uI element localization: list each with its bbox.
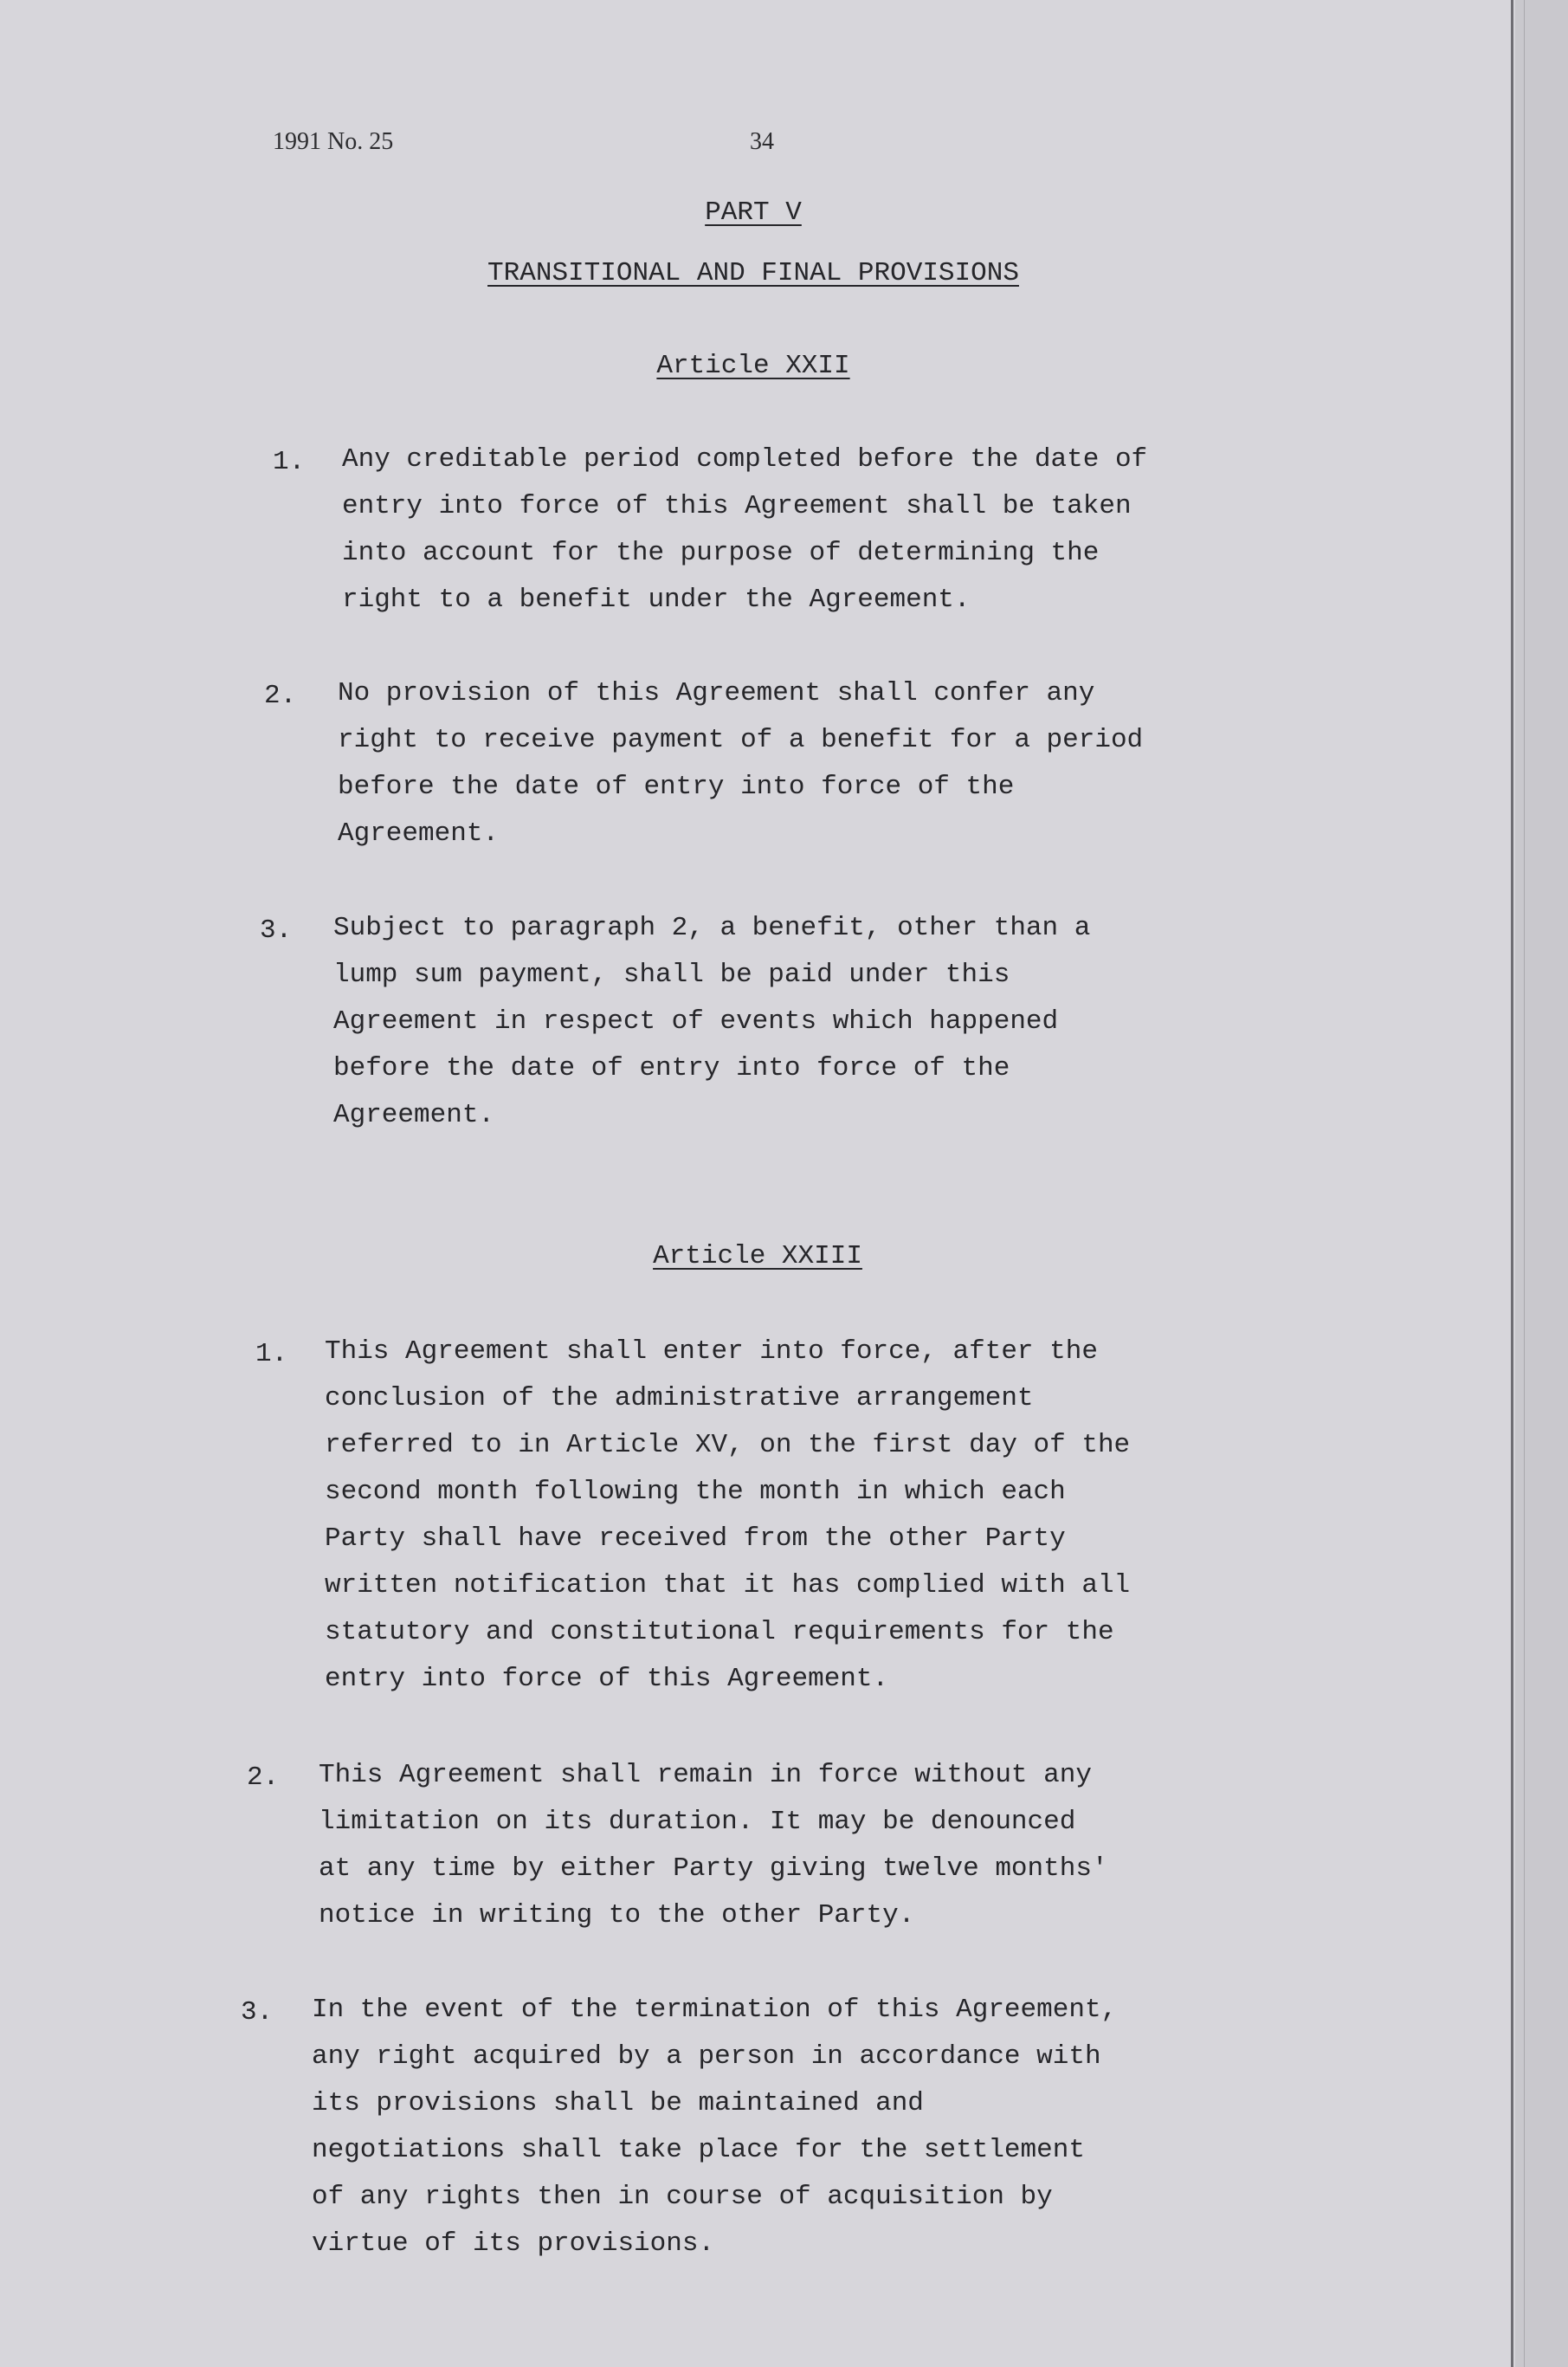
article-xxiii-para-2 bbox=[319, 1752, 1108, 1939]
text-line: of any rights then in course of acquisition by bbox=[312, 2182, 1053, 2212]
article-xxii-para-3-number: 3. bbox=[260, 915, 293, 946]
text-line: No provision of this Agreement shall confer any bbox=[338, 678, 1095, 708]
article-xxiii-para-1 bbox=[325, 1329, 1130, 1703]
text-line: any right acquired by a person in accordance with bbox=[312, 2041, 1101, 2072]
article-xxii-para-1 bbox=[342, 437, 1147, 624]
article-xxiii-para-3 bbox=[312, 1987, 1117, 2267]
page-fold-line bbox=[1511, 0, 1513, 2367]
article-xxiii-para-2-number: 2. bbox=[247, 1762, 280, 1793]
article-xxii-title: Article XXII bbox=[656, 351, 850, 381]
article-xxiii-para-1-number: 1. bbox=[255, 1339, 288, 1369]
text-line: written notification that it has complied with all bbox=[325, 1570, 1131, 1601]
text-line: negotiations shall take place for the settlement bbox=[312, 2135, 1085, 2165]
text-line: right to a benefit under the Agreement. bbox=[342, 585, 971, 615]
text-line: In the event of the termination of this Agreement, bbox=[312, 1995, 1118, 2025]
article-xxiii-para-3-number: 3. bbox=[241, 1997, 274, 2027]
text-line: right to receive payment of a benefit for a period bbox=[338, 725, 1144, 755]
text-line: Agreement in respect of events which happened bbox=[333, 1006, 1059, 1037]
text-line: its provisions shall be maintained and bbox=[312, 2088, 924, 2118]
text-line: Subject to paragraph 2, a benefit, other than a bbox=[333, 913, 1091, 943]
text-line: Any creditable period completed before the date of bbox=[342, 444, 1148, 475]
text-line: virtue of its provisions. bbox=[312, 2228, 715, 2259]
article-xxii-para-1-number: 1. bbox=[273, 447, 306, 477]
text-line: limitation on its duration. It may be denounced bbox=[319, 1807, 1076, 1837]
text-line: statutory and constitutional requirements for the bbox=[325, 1617, 1114, 1647]
text-line: into account for the purpose of determining the bbox=[342, 538, 1100, 568]
text-line: entry into force of this Agreement. bbox=[325, 1664, 889, 1694]
article-xxii-para-2-number: 2. bbox=[264, 681, 297, 711]
text-line: Agreement. bbox=[333, 1100, 495, 1130]
text-line: second month following the month in which each bbox=[325, 1477, 1066, 1507]
text-line: referred to in Article XV, on the first day of the bbox=[325, 1430, 1131, 1460]
article-xxiii-title: Article XXIII bbox=[653, 1241, 862, 1271]
text-line: at any time by either Party giving twelve months' bbox=[319, 1853, 1108, 1884]
text-line: Agreement. bbox=[338, 818, 500, 849]
text-line: entry into force of this Agreement shall be taken bbox=[342, 491, 1132, 521]
page-number: 34 bbox=[750, 128, 774, 155]
text-line: before the date of entry into force of the bbox=[333, 1053, 1010, 1083]
text-line: notice in writing to the other Party. bbox=[319, 1900, 915, 1930]
page-edge-line bbox=[1524, 0, 1525, 2367]
text-line: Party shall have received from the other Party bbox=[325, 1523, 1066, 1554]
text-line: before the date of entry into force of the bbox=[338, 772, 1015, 802]
document-reference: 1991 No. 25 bbox=[273, 128, 394, 155]
text-line: This Agreement shall enter into force, after the bbox=[325, 1336, 1098, 1367]
article-xxii-para-3 bbox=[333, 905, 1090, 1139]
text-line: conclusion of the administrative arrangement bbox=[325, 1383, 1034, 1413]
part-subtitle: TRANSITIONAL AND FINAL PROVISIONS bbox=[487, 258, 1019, 288]
text-line: This Agreement shall remain in force without any bbox=[319, 1760, 1092, 1790]
article-xxii-para-2 bbox=[338, 670, 1143, 857]
part-title: PART V bbox=[705, 197, 802, 228]
text-line: lump sum payment, shall be paid under this bbox=[333, 960, 1010, 990]
